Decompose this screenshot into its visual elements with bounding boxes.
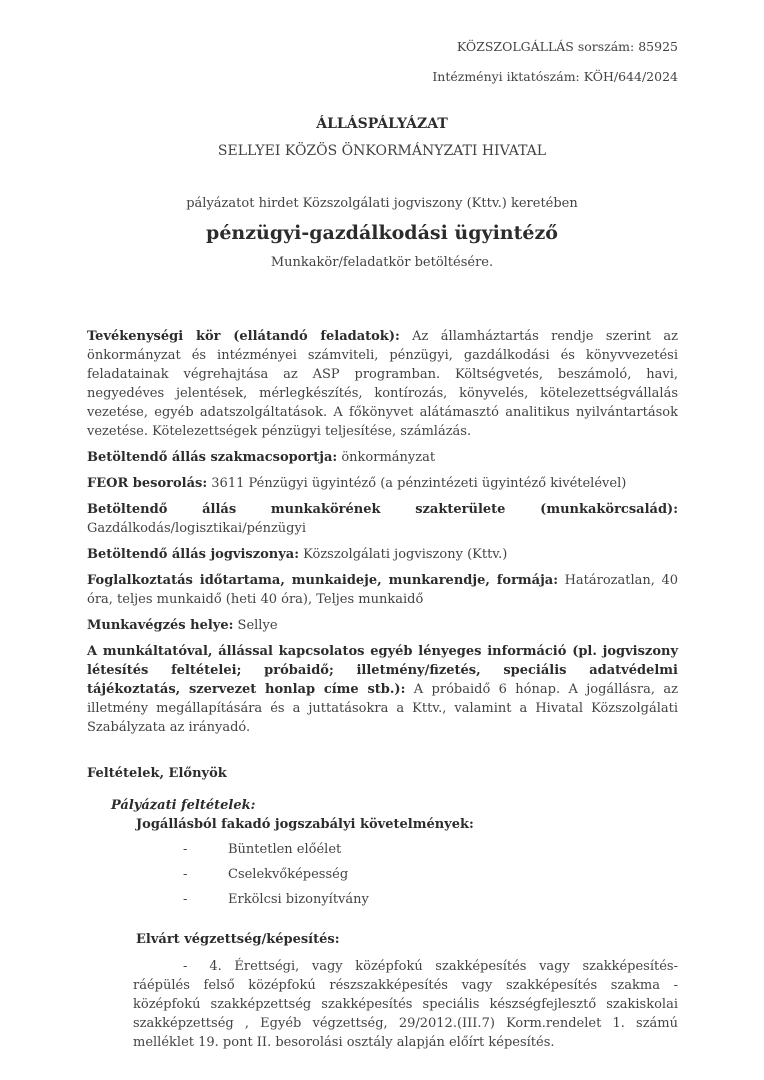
application-conditions-subheading: Pályázati feltételek: bbox=[111, 798, 256, 813]
detail-label: Tevékenységi kör (ellátandó feladatok): bbox=[87, 329, 400, 344]
position-subtitle: Munkakör/feladatkör betöltésére. bbox=[270, 255, 494, 270]
detail-text: Sellye bbox=[233, 618, 278, 633]
qualification-text: 4. Érettségi, vagy középfokú szakképesítés vagy szakképesítés-ráépülés felső középfokú részszakképesítés vagy szakképesítés szakma - középfokú szakképzettség szakképesítés speciális készségfejlesztő szakiskolai szakképzettség , Egyéb végzettség, 29/2012.(III.7) Korm.rendelet 1. számú melléklet 19. pont II. besorolási osztály alapján előírt képesítés. bbox=[133, 959, 678, 1050]
detail-text: Gazdálkodás/logisztikai/pénzügyi bbox=[87, 521, 307, 536]
organization-name: SELLYEI KÖZÖS ÖNKORMÁNYZATI HIVATAL bbox=[217, 143, 547, 159]
legal-requirements-heading: Jogállásból fakadó jogszabályi követelmények: bbox=[136, 817, 474, 832]
detail-text: önkormányzat bbox=[337, 450, 436, 465]
detail-label: Betöltendő állás munkakörének szakterülete (munkakörcsalád): bbox=[87, 502, 678, 517]
requirement-text: Erkölcsi bizonyítvány bbox=[228, 892, 369, 907]
dash-bullet: - bbox=[183, 842, 188, 857]
detail-label: Foglalkoztatás időtartama, munkaideje, munkarendje, formája: bbox=[87, 573, 559, 588]
detail-paragraph-profession-group bbox=[87, 448, 678, 467]
detail-paragraph-other-info bbox=[87, 642, 678, 737]
document-body bbox=[87, 327, 678, 1052]
list-item bbox=[183, 890, 678, 909]
detail-label: Betöltendő állás jogviszonya: bbox=[87, 547, 300, 562]
detail-paragraph-workplace bbox=[87, 616, 678, 635]
detail-text: Határozatlan, 40 óra, teljes munkaidő (heti 40 óra), Teljes munkaidő bbox=[87, 573, 678, 607]
document-header bbox=[0, 0, 678, 85]
detail-label: A munkáltatóval, állással kapcsolatos egyéb lényeges információ (pl. jogviszony létesítés feltételei; próbaidő; illetmény/fizetés, speciális adatvédelmi tájékoztatás, szervezet honlap címe stb.): bbox=[87, 644, 678, 697]
qualification-heading: Elvárt végzettség/képesítés: bbox=[136, 932, 340, 947]
detail-text: A próbaidő 6 hónap. A jogállásra, az illetmény megállapítására és a juttatásokra a Kttv., valamint a Hivatal Közszolgálati Szabályzata az irányadó. bbox=[87, 682, 678, 735]
detail-label: Munkavégzés helye: bbox=[87, 618, 234, 633]
detail-paragraph-employment bbox=[87, 571, 678, 609]
registry-number: Intézményi iktatószám: KÖH/644/2024 bbox=[432, 69, 678, 84]
announcement-line: pályázatot hirdet Közszolgálati jogviszony (Kttv.) keretében bbox=[186, 196, 578, 211]
detail-label: FEOR besorolás: bbox=[87, 476, 208, 491]
title-block bbox=[0, 115, 764, 272]
position-title: pénzügyi-gazdálkodási ügyintéző bbox=[206, 222, 558, 244]
conditions-heading: Feltételek, Előnyök bbox=[87, 766, 227, 781]
dash-bullet: - bbox=[183, 867, 188, 882]
list-item bbox=[183, 840, 678, 859]
requirements-list bbox=[87, 840, 678, 909]
detail-paragraph-specialty bbox=[87, 500, 678, 538]
qualification-paragraph bbox=[133, 957, 678, 1052]
detail-label: Betöltendő állás szakmacsoportja: bbox=[87, 450, 338, 465]
detail-paragraph-feor bbox=[87, 474, 678, 493]
detail-text: 3611 Pénzügyi ügyintéző (a pénzintézeti ügyintéző kivételével) bbox=[207, 476, 627, 491]
detail-text: Az államháztartás rendje szerint az önkormányzat és intézményei számviteli, pénzügyi, gazdálkodási és könyvvezetési feladatainak végrehajtása az ASP programban. Költségvetés, beszámoló, havi, negyedéves jelentések, mérlegkészítés, kontírozás, könyvelés, kötelezettségvállalás vezetése, egyéb adatszolgáltatások. A főkönyvet alátámasztó analitikus nyilvántartások vezetése. Kötelezettségek pénzügyi teljesítése, számlázás. bbox=[87, 329, 678, 439]
requirement-text: Cselekvőképesség bbox=[228, 867, 349, 882]
list-item bbox=[183, 865, 678, 884]
detail-paragraph-activities bbox=[87, 327, 678, 441]
dash-bullet: - bbox=[183, 892, 188, 907]
requirement-text: Büntetlen előélet bbox=[228, 842, 342, 857]
document-title: ÁLLÁSPÁLYÁZAT bbox=[316, 116, 448, 132]
dash-bullet: - bbox=[183, 959, 188, 974]
serial-number: KÖZSZOLGÁLLÁS sorszám: 85925 bbox=[456, 39, 678, 54]
detail-paragraph-legal-relation bbox=[87, 545, 678, 564]
detail-text: Közszolgálati jogviszony (Kttv.) bbox=[299, 547, 508, 562]
